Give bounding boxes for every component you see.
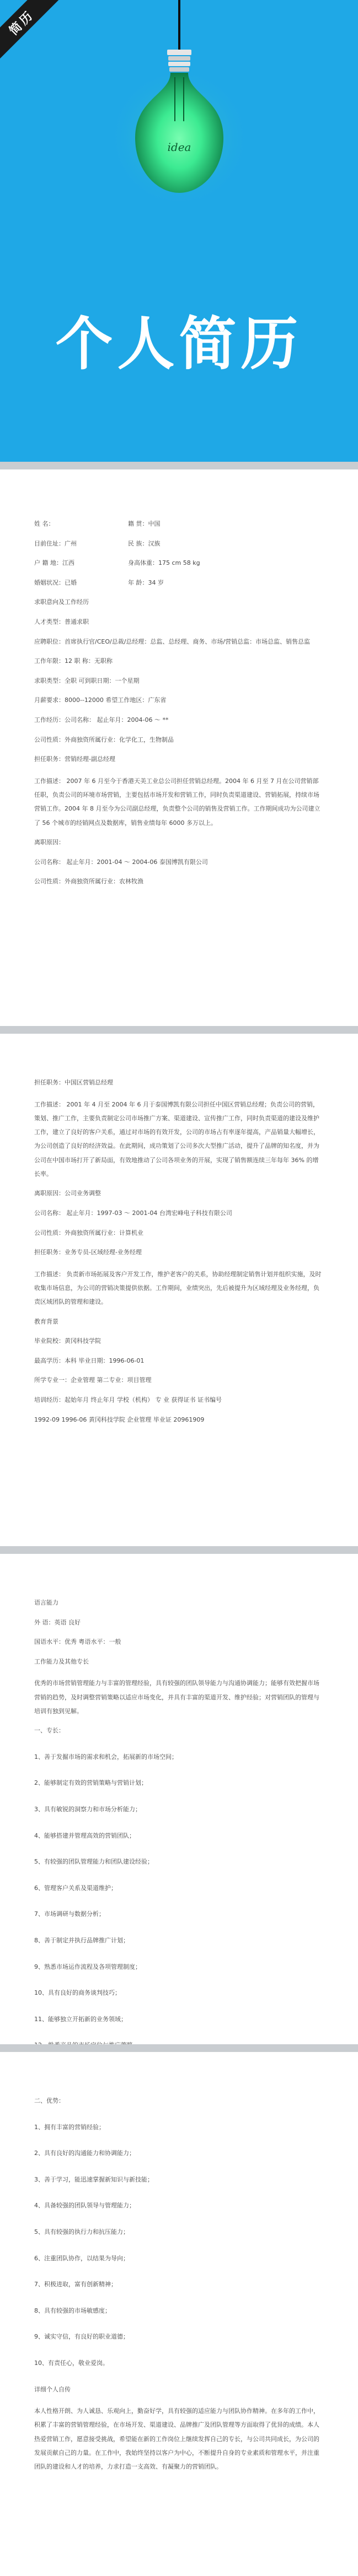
- corner-badge: [0, 0, 61, 60]
- resume-field: 培训经历：起始年月 终止年月 学校（机构） 专 业 获得证书 证书编号: [34, 1396, 222, 1404]
- info-cell: 籍 贯：中国: [128, 520, 161, 527]
- resume-page-4: [0, 2052, 358, 2576]
- resume-page-1: [0, 469, 358, 1026]
- list-item: 9、诚实守信，有良好的职业道德；: [34, 2333, 129, 2341]
- work-description-1: 工作描述： 2007 年 6 月至今于香港天美工业总公司担任营销总经理。2004 年 6 月至 7 月在公司营销部任职，负责公司的环境市场营销，主要包括市场开发和营销工作，同时负责渠道建设、营销拓展，持续市场营销工作。2004 年 8 月至今为公司副总经理，负责整个公司的销售及营销工作。工作期间成功为公司建立了 56 个城市的经销网点及数据库，销售业绩每年 6000 多万以上。: [34, 777, 320, 827]
- list-item: 二、优势：: [34, 2097, 65, 2104]
- resume-field: 公司名称： 起止年月：1997-03 ～ 2001-04 台湾宏峰电子科技有限公司: [34, 1209, 232, 1217]
- resume-field: 最高学历：本科 毕业日期：1996-06-01: [34, 1357, 145, 1364]
- resume-field: 外 语：英语 良好: [34, 1618, 81, 1626]
- page-divider: [0, 1546, 358, 1554]
- resume-field: 公司性质：外商独资所属行业：农林牧渔: [34, 878, 143, 885]
- list-item: 2、能够制定有效的营销策略与营销计划；: [34, 1779, 147, 1787]
- resume-field: 应聘职位：首席执行官/CEO/总裁/总经理：总监、总经理、商务、市场/营销总监：市场总监、销售总监: [34, 638, 311, 645]
- resume-field: 工作年限：12 职 称：无职称: [34, 657, 113, 665]
- info-row: [34, 578, 324, 588]
- page-divider: [0, 1026, 358, 1034]
- resume-field: 1992-09 1996-06 黄冈科技学院 企业管理 毕业证 20961909: [34, 1416, 205, 1423]
- autobiography-text: 本人性格开朗、为人诚恳、乐观向上，勤奋好学，具有较强的适应能力与团队协作精神。在多年的工作中，积累了丰富的营销管理经验，在市场开发、渠道建设、品牌推广及团队管理等方面取得了优异的成绩。本人热爱营销工作，愿意接受挑战，希望能在新的工作岗位上继续发挥自己的专长，与公司共同成长，为公司的发展贡献自己的力量。在工作中，我始终坚持以客户为中心，不断提升自身的专业素质和管理水平，并注重团队的建设和人才的培养，力求打造一支高效、有凝聚力的营销团队。: [34, 2407, 319, 2471]
- resume-field: 工作能力及其他专长: [34, 1657, 89, 1665]
- resume-field: 教育背景: [34, 1317, 58, 1325]
- cover-banner: [0, 0, 358, 462]
- info-cell: 婚姻状况：已婚: [34, 579, 77, 586]
- resume-field: 详细个人自传: [34, 2385, 71, 2393]
- resume-field: 担任职务：营销经理-副总经理: [34, 755, 115, 763]
- resume-field: 公司名称： 起止年月：2001-04 ～ 2004-06 泰国博凯有限公司: [34, 858, 208, 866]
- resume-field: 担任职务：业务专员-区域经理-业务经理: [34, 1249, 142, 1256]
- list-item: 10、有责任心，敬业爱岗。: [34, 2359, 109, 2367]
- page-divider: [0, 2044, 358, 2052]
- list-item: 6、管理客户关系及渠道维护；: [34, 1884, 117, 1892]
- list-item: 8、具有较强的市场敏感度；: [34, 2307, 111, 2314]
- resume-field: 公司性质：外商独资所属行业：计算机业: [34, 1229, 143, 1236]
- list-item: 4、具备较强的团队领导与管理能力；: [34, 2202, 135, 2210]
- list-item: 9、熟悉市场运作流程及各项管理制度；: [34, 1963, 141, 1970]
- list-item: 8、善于制定并执行品牌推广计划；: [34, 1937, 129, 1945]
- list-item: 7、市场调研与数据分析；: [34, 1910, 105, 1918]
- info-cell: 民 族：汉族: [128, 539, 161, 547]
- resume-field: 毕业院校：黄冈科技学院: [34, 1337, 101, 1345]
- resume-field: 工作经历：公司名称： 起止年月：2004-06 ～ **: [34, 716, 169, 723]
- skills-description: 优秀的市场营销管理能力与丰富的管理经验，具有较强的团队领导能力与沟通协调能力；能够有效把握市场营销的趋势，及时调整营销策略以适应市场变化，并具有丰富的渠道开发、维护经验；对营销团队的管理与培训有独到见解。: [34, 1679, 319, 1715]
- info-cell: 户 籍 地：江西: [34, 559, 74, 567]
- resume-field: 离职原因：公司业务调整: [34, 1190, 101, 1197]
- info-cell: 身高体重：175 cm 58 kg: [128, 559, 200, 567]
- info-row: [34, 558, 324, 568]
- info-row: [34, 519, 324, 529]
- work-description-3: 工作描述： 负责新市场拓展及客户开发工作，维护老客户的关系，协助经理制定销售计划并组织实施，及时收集市场信息，为公司的营销决策提供依据。工作期间，业绩突出，先后被提升为区域经理及业务经理，负责区域团队的管理和建设。: [34, 1270, 322, 1306]
- list-item: 4、能够搭建并管理高效的营销团队；: [34, 1832, 135, 1839]
- page-divider: [0, 462, 358, 469]
- info-cell: 姓 名：: [34, 520, 55, 527]
- work-description-2: 工作描述： 2001 年 4 月至 2004 年 6 月于泰国博凯有限公司担任中国区营销总经理；负责公司的营销，策划、推广工作，主要负责制定公司市场推广方案、渠道建设、宣传推广工作，同时负责渠道的建设及维护工作，建立了良好的客户关系，通过对市场的有效开发，公司的市场占有率逐年提高，产品销量大幅增长，为公司创造了良好的经济效益。在此期间，成功策划了公司多次大型推广活动，提升了品牌的知名度，并为公司在中国市场打开了新局面，有效地推动了公司各项业务的开展，实现了销售额连续三年每年 36% 的增长率。: [34, 1100, 319, 1178]
- resume-field: 月薪要求：8000--12000 希望工作地区：广东省: [34, 696, 167, 704]
- resume-field: 人才类型：普通求职: [34, 618, 89, 625]
- resume-field: 离职原因：: [34, 838, 65, 846]
- list-item: 3、具有敏锐的洞察力和市场分析能力；: [34, 1806, 141, 1813]
- bulb-label: idea: [167, 141, 191, 154]
- list-item: 6、注重团队协作，以结果为导向；: [34, 2254, 129, 2262]
- info-cell: 目前住址：广州: [34, 539, 77, 547]
- list-item: 一、专长：: [34, 1727, 65, 1735]
- list-item: 10、具有良好的商务谈判技巧；: [34, 1989, 121, 1997]
- resume-field: 国语水平：优秀 粤语水平：一般: [34, 1638, 121, 1646]
- corner-badge-label: 简历: [7, 8, 37, 38]
- cover-title: 个人简历: [55, 310, 303, 377]
- info-cell: 年 龄：34 岁: [128, 579, 164, 586]
- list-item: 11、能够独立开拓新的业务领域；: [34, 2015, 127, 2023]
- resume-field: 求职意向及工作经历: [34, 598, 89, 606]
- list-item: 3、善于学习，能迅速掌握新知识与新技能；: [34, 2175, 153, 2183]
- list-item: 2、具有良好的沟通能力和协调能力；: [34, 2150, 135, 2157]
- list-item: 5、有较强的团队管理能力和团队建设经验；: [34, 1858, 153, 1866]
- info-row: [34, 539, 324, 549]
- resume-field: 语言能力: [34, 1599, 58, 1606]
- resume-field: 所学专业一：企业管理 第二专业：项目管理: [34, 1376, 152, 1384]
- list-item: 1、善于发掘市场的需求和机会，拓展新的市场空间；: [34, 1753, 178, 1760]
- resume-page-3: [0, 1554, 358, 2044]
- list-item: 1、拥有丰富的营销经验；: [34, 2123, 105, 2131]
- resume-page-2: [0, 1034, 358, 1546]
- list-item: 7、积极进取，富有创新精神；: [34, 2281, 117, 2288]
- list-item: 5、具有较强的执行力和抗压能力；: [34, 2228, 129, 2235]
- light-bulb-icon: [113, 0, 245, 231]
- resume-field: 求职类型：全职 可到职日期：一个星期: [34, 677, 140, 684]
- resume-field: 公司性质：外商独资所属行业：化学化工，生物制品: [34, 736, 174, 743]
- resume-field: 担任职务：中国区营销总经理: [34, 1079, 113, 1086]
